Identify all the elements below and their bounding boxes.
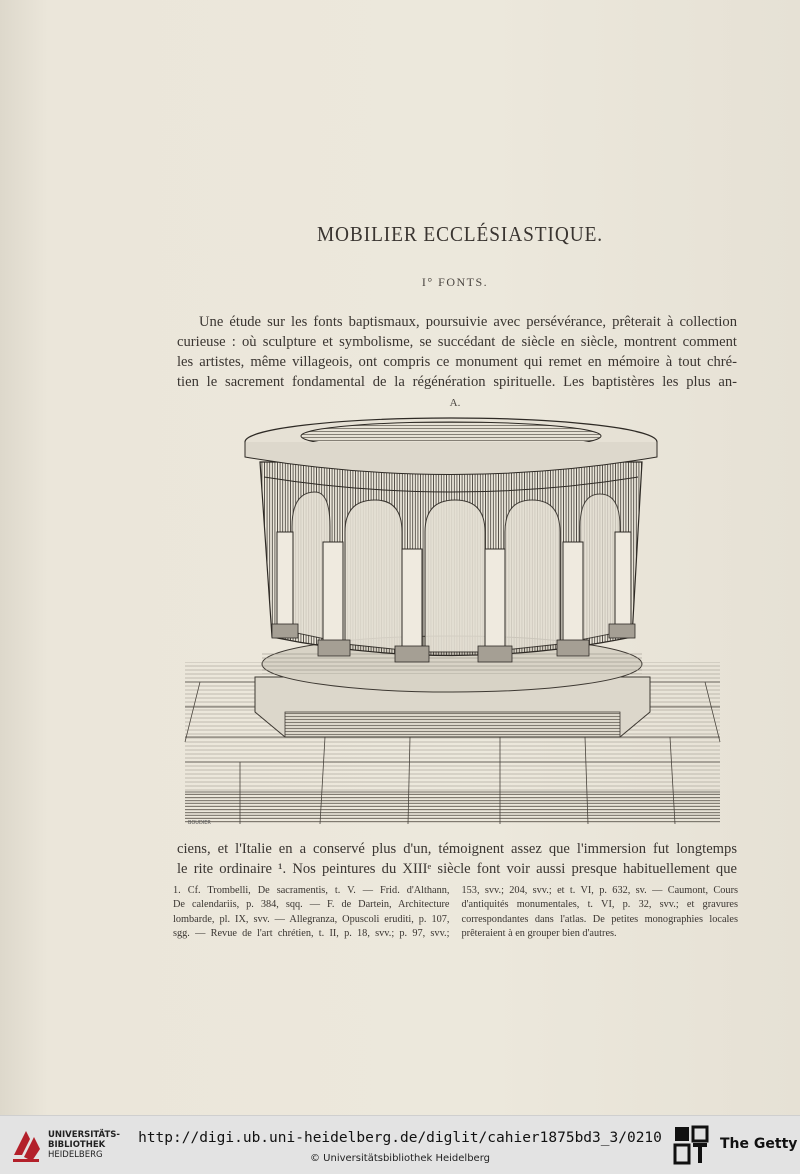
figure-label: A. — [449, 397, 461, 409]
footnotes — [173, 884, 738, 942]
text-line: tien le sacrement fondamental de la régénération spirituelle. Les baptistères les plus an- — [177, 374, 737, 390]
library-name-line: HEIDELBERG — [48, 1150, 103, 1160]
footnote-line: correspondantes dans l'atlas. De petites monographies locales — [461, 913, 738, 925]
footnotes-right-column — [462, 884, 739, 942]
footnote-line: 153, svv.; 204, svv.; et t. VI, p. 632, sv. — Caumont, Cours — [461, 885, 738, 896]
text-line: ciens, et l'Italie en a conservé plus d'un, témoignent assez que l'immersion fut longtemps — [177, 841, 737, 857]
library-name-line: UNIVERSITÄTS- — [48, 1130, 120, 1140]
text-line: curieuse : où sculpture et symbolisme, se succédant de siècle en siècle, montrent comment — [177, 334, 737, 350]
text-line: les artistes, même villageois, ont compris ce monument qui remet en mémoire à tout chré- — [177, 354, 737, 370]
library-name-line: BIBLIOTHEK — [48, 1140, 106, 1150]
footnote-line: sgg. — Revue de l'art chrétien, t. II, p. 18, svv.; p. 97, svv.; — [173, 928, 450, 940]
footnote-line: 1. Cf. Trombelli, De sacramentis, t. V. — Frid. d'Althann, — [173, 885, 450, 896]
paragraph-2 — [177, 839, 737, 879]
footnote-line: lombarde, pl. IX, svv. — Allegranza, Opuscoli eruditi, p. 107, — [173, 913, 450, 925]
partner-name: The Getty — [720, 1136, 798, 1152]
paragraph-1 — [177, 312, 737, 392]
section-subtitle: I° FONTS. — [421, 275, 489, 289]
text-line: le rite ordinaire ¹. Nos peintures du XIIIᵉ siècle font voir aussi presque habituellement que — [177, 861, 737, 877]
font-basin — [260, 462, 642, 662]
page-title: MOBILIER ECCLÉSIASTIQUE. — [316, 222, 604, 246]
baptismal-font-engraving — [180, 412, 725, 827]
getty-logo-icon[interactable] — [673, 1125, 709, 1165]
copyright-notice: © Universitätsbibliothek Heidelberg — [309, 1153, 490, 1164]
footnote-line: prêteraient à en grouper bien d'autres. — [461, 928, 617, 940]
viewer-footer — [0, 1115, 800, 1174]
footnote-line: d'antiquités monumentales, t. VI, p. 32, svv.; et gravures — [461, 899, 738, 911]
engraver-signature: BOUDIER — [188, 820, 211, 826]
footnotes-left-column — [173, 884, 450, 942]
footnote-line: De calendariis, p. 384, sqq. — F. de Dartein, Architecture — [173, 899, 450, 911]
permalink-url[interactable]: http://digi.ub.uni-heidelberg.de/diglit/cahier1875bd3_3/0210 — [138, 1130, 662, 1146]
text-line: Une étude sur les fonts baptismaux, poursuivie avec persévérance, prêterait à collection — [199, 314, 737, 330]
font-rim — [245, 418, 657, 475]
